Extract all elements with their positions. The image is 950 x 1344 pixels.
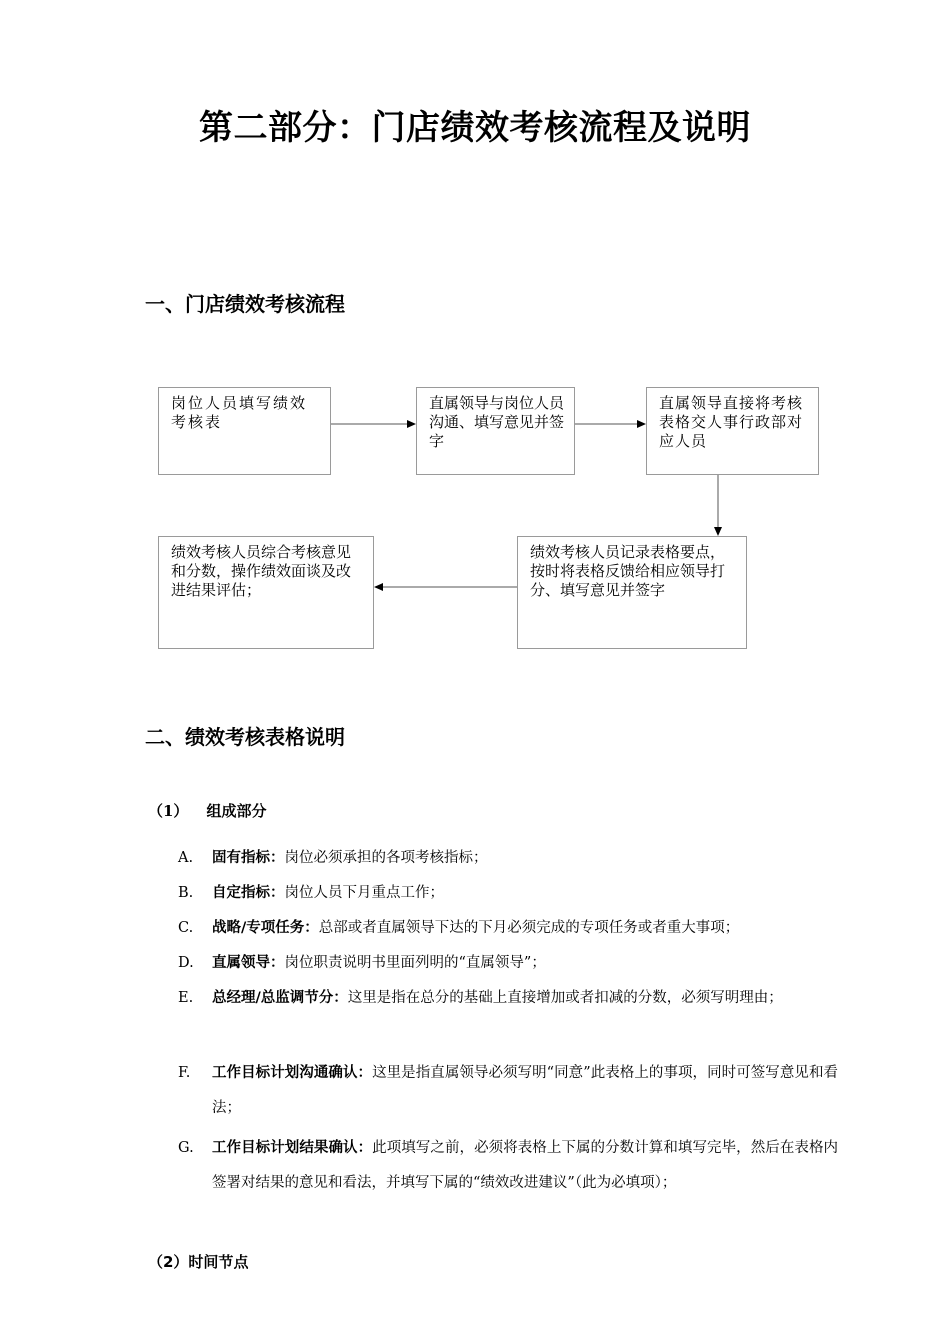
list-item <box>178 1131 838 1201</box>
item-term: 直属领导： <box>212 955 285 971</box>
page-title: 第二部分：门店绩效考核流程及说明 <box>199 108 751 148</box>
list-item <box>178 946 838 981</box>
item-text: 岗位职责说明书里面列明的“直属领导”； <box>284 955 546 971</box>
list-item <box>178 1056 838 1126</box>
flow-step-2: 直属领导与岗位人员沟通、填写意见并签字 <box>416 387 575 475</box>
list-item <box>178 981 838 1016</box>
item-term: 工作目标计划沟通确认： <box>212 1065 373 1081</box>
arrow-head-2 <box>637 420 646 428</box>
section-heading-form: 二、绩效考核表格说明 <box>145 725 345 749</box>
item-text: 岗位人员下月重点工作； <box>284 885 444 901</box>
item-letter: A. <box>178 850 194 866</box>
item-text: 这里是指在总分的基础上直接增加或者扣减的分数，必须写明理由； <box>347 990 783 1006</box>
item-text: 岗位必须承担的各项考核指标； <box>284 850 488 866</box>
section-heading-flow: 一、门店绩效考核流程 <box>145 292 345 316</box>
item-text: 此项填写之前，必须将表格上下属的分数计算和填写完毕，然后在表格内签署对结果的意见和看法，并填写下属的“绩效改进建议”（此为必填项）； <box>212 1140 838 1191</box>
item-letter: D. <box>178 955 194 971</box>
item-letter: C. <box>178 920 194 936</box>
subsection-label: 组成部分 <box>206 802 267 820</box>
item-term: 自定指标： <box>212 885 285 901</box>
arrow-head-1 <box>407 420 416 428</box>
list-item <box>178 911 838 946</box>
subsection-composition <box>148 800 266 821</box>
item-term: 固有指标： <box>212 850 285 866</box>
flow-step-3: 直属领导直接将考核表格交人事行政部对应人员 <box>646 387 819 475</box>
item-letter: B. <box>178 885 194 901</box>
flow-step-4: 绩效考核人员记录表格要点，按时将表格反馈给相应领导打分、填写意见并签字 <box>517 536 747 649</box>
item-letter: E. <box>178 990 194 1006</box>
flow-step-1: 岗位人员填写绩效考核表 <box>158 387 331 475</box>
list-item <box>178 876 838 911</box>
item-letter: F. <box>178 1065 191 1081</box>
item-text: 这里是指直属领导必须写明“同意”此表格上的事项，同时可签写意见和看法； <box>212 1065 839 1116</box>
subsection-number: （1） <box>148 802 189 820</box>
item-text: 总部或者直属领导下达的下月必须完成的专项任务或者重大事项； <box>318 920 740 936</box>
flow-step-5: 绩效考核人员综合考核意见和分数，操作绩效面谈及改进结果评估； <box>158 536 374 649</box>
list-item <box>178 841 838 876</box>
arrow-head-3 <box>714 527 722 536</box>
arrow-head-4 <box>374 583 383 591</box>
item-term: 战略/专项任务： <box>212 920 319 936</box>
item-term: 总经理/总监调节分： <box>212 990 348 1006</box>
item-term: 工作目标计划结果确认： <box>212 1140 373 1156</box>
item-letter: G. <box>178 1140 194 1156</box>
subsection-timing: （2）时间节点 <box>148 1253 249 1271</box>
